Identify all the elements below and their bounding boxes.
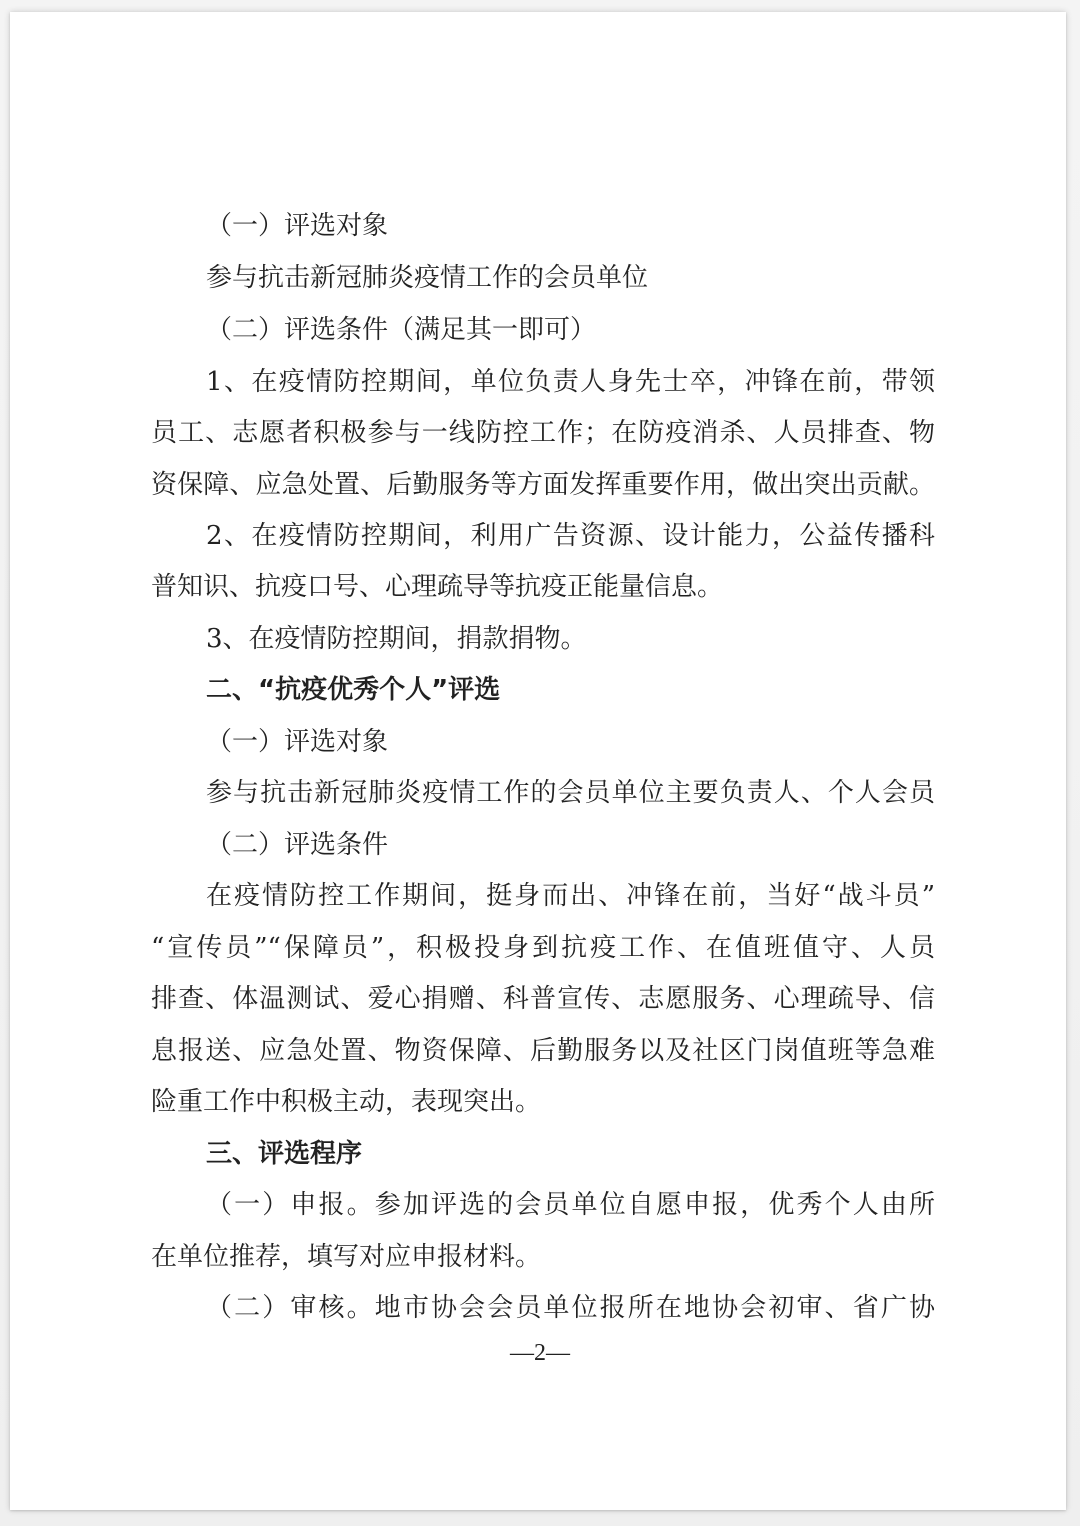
paragraph-line: 资保障、应急处置、后勤服务等方面发挥重要作用，做出突出贡献。 xyxy=(151,470,935,500)
paragraph-line: （二）审核。地市协会会员单位报所在地协会初审、省广协 xyxy=(206,1293,935,1323)
section-label: （二）评选条件 xyxy=(206,830,389,860)
paragraph-line: 参与抗击新冠肺炎疫情工作的会员单位 xyxy=(206,263,649,293)
paragraph-line: 员工、志愿者积极参与一线防控工作；在防疫消杀、人员排查、物 xyxy=(151,418,935,448)
paragraph-line: （一）申报。参加评选的会员单位自愿申报，优秀个人由所 xyxy=(206,1190,935,1220)
paragraph-line: 参与抗击新冠肺炎疫情工作的会员单位主要负责人、个人会员 xyxy=(206,778,935,808)
section-label: （一）评选对象 xyxy=(206,211,389,241)
paragraph-line: 1、在疫情防控期间，单位负责人身先士卒，冲锋在前，带领 xyxy=(206,367,935,397)
section-label: （一）评选对象 xyxy=(206,727,389,757)
section-heading: 二、“抗疫优秀个人”评选 xyxy=(206,675,501,705)
paragraph-line: 排查、体温测试、爱心捐赠、科普宣传、志愿服务、心理疏导、信 xyxy=(151,984,935,1014)
paragraph-line: 险重工作中积极主动，表现突出。 xyxy=(151,1087,542,1117)
document-page xyxy=(10,12,1066,1510)
paragraph-line: 普知识、抗疫口号、心理疏导等抗疫正能量信息。 xyxy=(151,572,724,602)
section-label: （二）评选条件（满足其一即可） xyxy=(206,315,597,345)
paragraph-line: 在疫情防控工作期间，挺身而出、冲锋在前，当好“战斗员” xyxy=(206,881,935,911)
paragraph-line: 3、在疫情防控期间，捐款捐物。 xyxy=(206,624,587,654)
section-heading: 三、评选程序 xyxy=(206,1139,363,1169)
paragraph-line: 息报送、应急处置、物资保障、后勤服务以及社区门岗值班等急难 xyxy=(151,1036,935,1066)
paragraph-line: “宣传员”“保障员”，积极投身到抗疫工作、在值班值守、人员 xyxy=(151,933,935,963)
paragraph-line: 在单位推荐，填写对应申报材料。 xyxy=(151,1242,542,1272)
page-number: —2— xyxy=(510,1340,570,1366)
paragraph-line: 2、在疫情防控期间，利用广告资源、设计能力，公益传播科 xyxy=(206,521,935,551)
